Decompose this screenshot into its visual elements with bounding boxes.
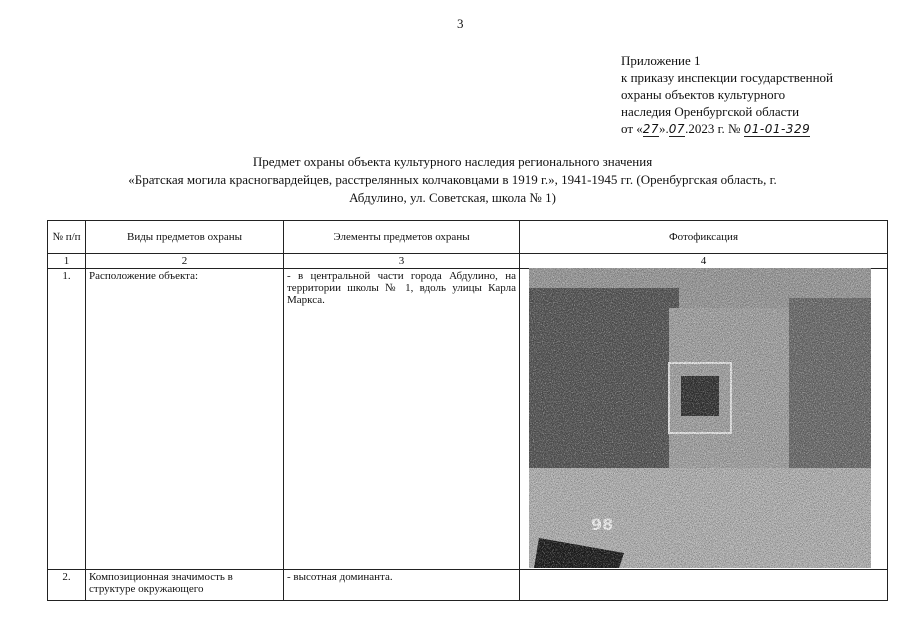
title-line-3: Абдулино, ул. Советская, школа № 1) [349,190,556,205]
column-number-row [48,254,888,269]
title-line-1: Предмет охраны объекта культурного наследия регионального значения [252,154,653,169]
row-photo-cell [520,269,888,570]
title-line-2: «Братская могила красногвардейцев, расстрелянных колчаковцами в 1919 г.», 1941-1945 гг. (Оренбургская область, г. [128,172,777,187]
row-num: 2. [48,570,86,601]
row-elements: - в центральной части города Абдулино, на территории школы № 1, вдоль улицы Карла Маркса. [284,269,520,570]
order-number: 01-01-329 [743,122,811,136]
order-date-line [621,120,833,138]
table-header-row [48,221,888,254]
appendix-line-3: охраны объектов культурного [621,87,786,102]
row-elements: - высотная доминанта. [284,570,520,601]
protection-table [47,220,888,601]
table-row [48,570,888,601]
document-title [40,153,865,207]
col-number-4: 4 [520,254,888,269]
header-elements: Элементы предметов охраны [284,221,520,254]
col-number-3: 3 [284,254,520,269]
monument-photo [529,268,871,568]
row-type: Расположение объекта: [86,269,284,570]
row-num: 1. [48,269,86,570]
row-type: Композиционная значимость в структуре окружающего [86,570,284,601]
header-types: Виды предметов охраны [86,221,284,254]
header-photo: Фотофиксация [520,221,888,254]
row-photo-cell [520,570,888,601]
appendix-line-4: наследия Оренбургской области [621,104,800,119]
date-prefix: от « [621,121,643,136]
date-sep: ». [659,121,669,136]
appendix-block [621,52,833,138]
appendix-line-1: Приложение 1 [621,53,701,68]
table-row [48,269,888,570]
date-day: 27 [642,122,660,136]
col-number-1: 1 [48,254,86,269]
date-year: .2023 г. № [685,121,741,136]
photo-grain-dark [529,268,871,568]
col-number-2: 2 [86,254,284,269]
date-month: 07 [668,122,686,136]
appendix-line-2: к приказу инспекции государственной [621,70,833,85]
header-num: № п/п [48,221,86,254]
page-number: 3 [457,16,464,31]
